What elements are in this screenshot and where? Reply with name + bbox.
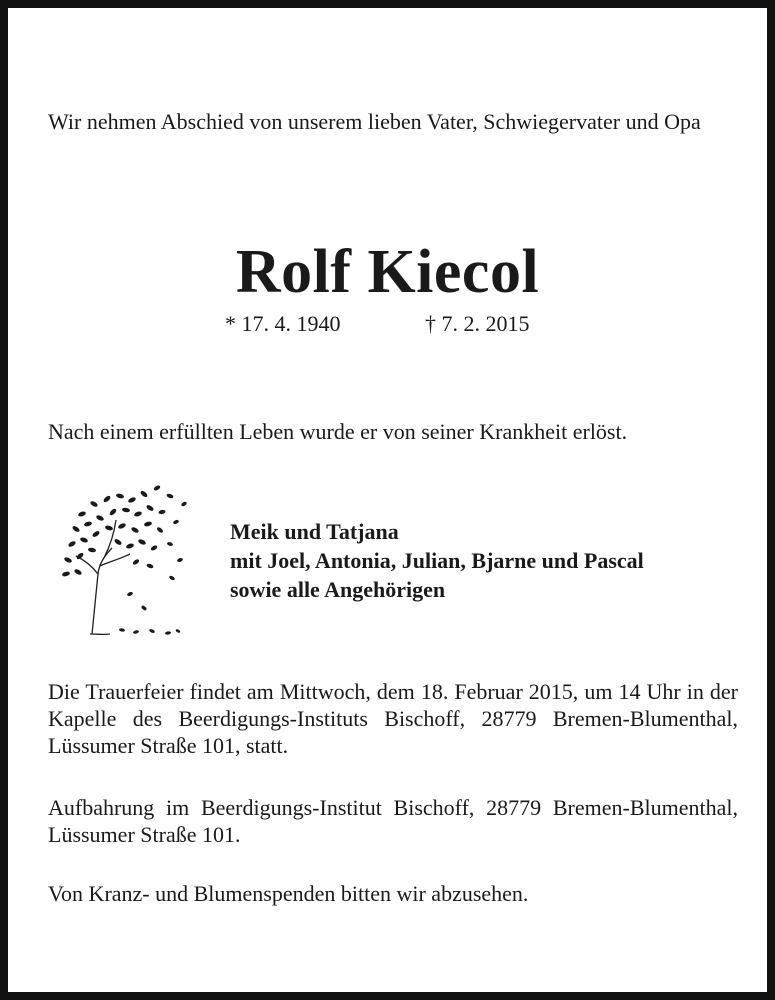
closing-sentence: Nach einem erfüllten Leben wurde er von seiner Krankheit erlöst. xyxy=(48,419,628,444)
family-line-1: Meik und Tatjana xyxy=(230,519,399,544)
death-date: † 7. 2. 2015 xyxy=(425,311,530,336)
viewing-info: Aufbahrung im Beerdigungs-Institut Bischoff, 28779 Bremen-Blumenthal, Lüssumer Straße 101. xyxy=(48,795,738,847)
family-line-2: mit Joel, Antonia, Julian, Bjarne und Pascal xyxy=(230,548,644,573)
family-signatories xyxy=(230,517,644,604)
birth-date: * 17. 4. 1940 xyxy=(225,311,341,336)
tree-illustration xyxy=(52,474,192,639)
family-line-3: sowie alle Angehörigen xyxy=(230,577,446,602)
intro-text: Wir nehmen Abschied von unserem lieben Vater, Schwiegervater und Opa xyxy=(48,109,701,134)
funeral-service-info: Die Trauerfeier findet am Mittwoch, dem 18. Februar 2015, um 14 Uhr in der Kapelle des Beerdigungs-Instituts Bischoff, 28779 Bremen-Blumenthal, Lüssumer Straße 101, statt. xyxy=(48,679,738,758)
wreath-note: Von Kranz- und Blumenspenden bitten wir abzusehen. xyxy=(48,881,529,906)
deceased-name: Rolf Kiecol xyxy=(235,238,540,306)
